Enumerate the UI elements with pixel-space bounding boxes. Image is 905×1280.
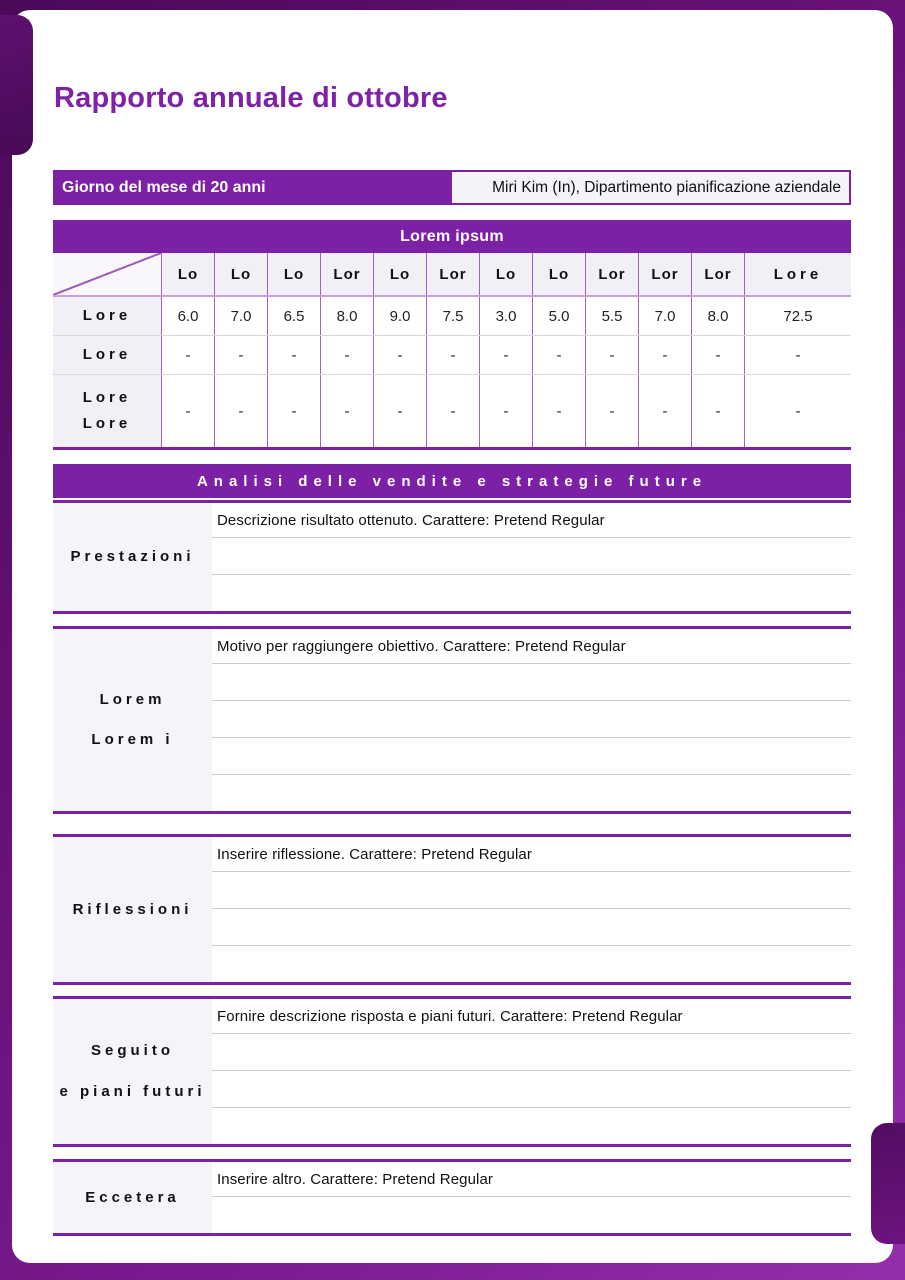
table-value-cell: - [585, 336, 638, 374]
table-row-label: Lore [53, 336, 161, 374]
corner-decoration-top-left [0, 15, 33, 155]
table-value-cell: - [744, 375, 851, 447]
table-value-cell: - [320, 336, 373, 374]
section-placeholder-text: Motivo per raggiungere obiettivo. Carattere: Pretend Regular [212, 629, 851, 664]
table-column-header: Lor [585, 253, 638, 295]
table-value-cell: - [479, 336, 532, 374]
section-prestazioni [53, 500, 851, 614]
section-label: Eccetera [53, 1162, 212, 1233]
table-value-cell: 3.0 [479, 297, 532, 335]
section-label: Riflessioni [53, 837, 212, 982]
writing-line [212, 701, 851, 738]
writing-line [212, 1197, 851, 1233]
section-label: Lorem Lorem i [53, 629, 212, 811]
table-value-cell: - [744, 336, 851, 374]
table-row-label: Lore [53, 297, 161, 335]
section-riflessioni [53, 834, 851, 985]
section-placeholder-text: Fornire descrizione risposta e piani futuri. Carattere: Pretend Regular [212, 999, 851, 1034]
table-value-cell: - [638, 336, 691, 374]
writing-line [212, 575, 851, 611]
section-content [212, 503, 851, 611]
table-value-cell: - [638, 375, 691, 447]
writing-line [212, 872, 851, 909]
table-value-cell: 5.0 [532, 297, 585, 335]
table-column-header: Lo [532, 253, 585, 295]
table-column-header: Lor [638, 253, 691, 295]
table-value-cell: - [161, 336, 214, 374]
table-value-cell: 6.0 [161, 297, 214, 335]
writing-line [212, 738, 851, 775]
section-eccetera [53, 1159, 851, 1236]
section-label: Seguito e piani futuri [53, 999, 212, 1144]
table-column-header: Lo [479, 253, 532, 295]
table-value-cell: - [161, 375, 214, 447]
table-column-header: Lor [426, 253, 479, 295]
section-placeholder-text: Inserire altro. Carattere: Pretend Regular [212, 1162, 851, 1197]
section-placeholder-text: Inserire riflessione. Carattere: Pretend Regular [212, 837, 851, 872]
writing-line [212, 538, 851, 575]
report-author-label: Miri Kim (In), Dipartimento pianificazione aziendale [450, 170, 851, 205]
table-value-cell: 8.0 [691, 297, 744, 335]
table-row [53, 336, 851, 375]
report-header-bar [53, 170, 851, 205]
writing-line [212, 946, 851, 982]
table-body [53, 297, 851, 447]
document-sheet [12, 10, 893, 1263]
sections [53, 500, 851, 1236]
section-seguito-e-piani-futuri [53, 996, 851, 1147]
table-column-header: Lor [320, 253, 373, 295]
table-value-cell: - [214, 336, 267, 374]
table-value-cell: - [426, 375, 479, 447]
table-value-cell: 6.5 [267, 297, 320, 335]
table-value-cell: 8.0 [320, 297, 373, 335]
table-value-cell: - [426, 336, 479, 374]
table-column-header: Lo [214, 253, 267, 295]
writing-line [212, 909, 851, 946]
writing-line [212, 775, 851, 811]
table-value-cell: - [373, 375, 426, 447]
table-value-cell: 7.0 [638, 297, 691, 335]
table-value-cell: - [691, 336, 744, 374]
table-value-cell: - [532, 375, 585, 447]
table-column-header: Lor [691, 253, 744, 295]
table-value-cell: - [267, 336, 320, 374]
table-value-cell: - [267, 375, 320, 447]
table-column-header: Lo [267, 253, 320, 295]
report-period-label: Giorno del mese di 20 anni [53, 170, 450, 205]
section-content [212, 1162, 851, 1233]
section-content [212, 999, 851, 1144]
table-value-cell: 5.5 [585, 297, 638, 335]
corner-decoration-bottom-right [871, 1123, 905, 1244]
table-value-cell: - [479, 375, 532, 447]
table-title: Lorem ipsum [53, 220, 851, 253]
section-label: Prestazioni [53, 503, 212, 611]
table-row-label: Lore Lore [53, 375, 161, 447]
table-value-cell: 7.0 [214, 297, 267, 335]
table-value-cell: - [585, 375, 638, 447]
section-banner-title: Analisi delle vendite e strategie future [53, 464, 851, 498]
table-value-cell: - [320, 375, 373, 447]
section-content [212, 837, 851, 982]
writing-line [212, 1071, 851, 1108]
table-corner-diagonal-cell [53, 253, 161, 295]
table-value-cell: - [373, 336, 426, 374]
table-row [53, 297, 851, 336]
table-value-cell: 7.5 [426, 297, 479, 335]
table-value-cell: 72.5 [744, 297, 851, 335]
writing-line [212, 1034, 851, 1071]
table-value-cell: 9.0 [373, 297, 426, 335]
writing-line [212, 1108, 851, 1144]
section-content [212, 629, 851, 811]
data-table [53, 220, 851, 450]
table-value-cell: - [214, 375, 267, 447]
page-title: Rapporto annuale di ottobre [54, 82, 448, 114]
table-header-row [53, 253, 851, 297]
table-column-header: Lo [373, 253, 426, 295]
section-placeholder-text: Descrizione risultato ottenuto. Carattere: Pretend Regular [212, 503, 851, 538]
table-column-header: Lo [161, 253, 214, 295]
table-column-header: Lore [744, 253, 851, 295]
table-value-cell: - [532, 336, 585, 374]
table-value-cell: - [691, 375, 744, 447]
table-row [53, 375, 851, 447]
section-lorem-lorem-i [53, 626, 851, 814]
writing-line [212, 664, 851, 701]
